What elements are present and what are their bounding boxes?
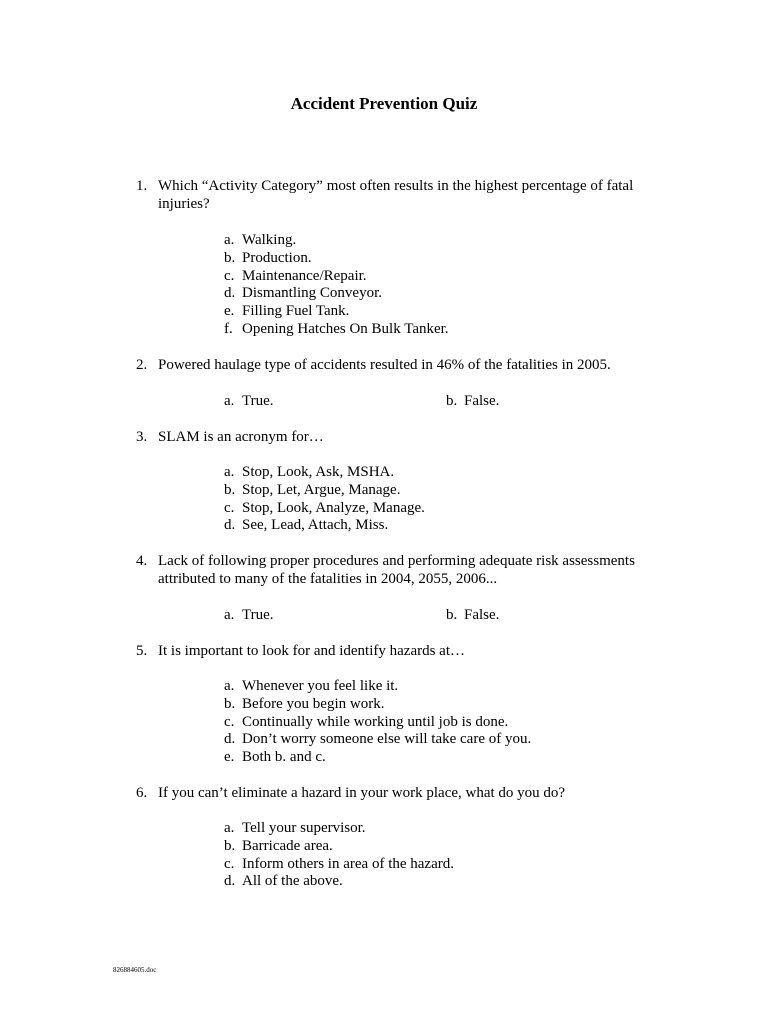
- option-letter: d.: [224, 285, 236, 302]
- question-text: Which “Activity Category” most often results in the highest percentage of fatal injuries?: [158, 178, 634, 212]
- options-list-5: [224, 677, 531, 766]
- option-item: [224, 748, 531, 766]
- question-text: Lack of following proper procedures and performing adequate risk assessments attributed to many of the fatalities in 2004, 2055, 2006...: [158, 553, 635, 587]
- option-text: True.: [242, 607, 274, 623]
- option-true: [224, 606, 274, 624]
- option-text: Whenever you feel like it.: [242, 678, 399, 694]
- option-item: [224, 302, 449, 320]
- option-item: [224, 320, 449, 338]
- question-text: Powered haulage type of accidents resulted in 46% of the fatalities in 2005.: [158, 357, 611, 373]
- option-text: False.: [464, 607, 500, 623]
- option-text: Walking.: [242, 232, 297, 248]
- option-letter: a.: [224, 607, 235, 623]
- option-text: Before you begin work.: [242, 695, 385, 712]
- question-number: 6.: [136, 785, 148, 801]
- option-letter: c.: [224, 713, 235, 730]
- option-false: [446, 606, 499, 624]
- option-text: Production.: [242, 249, 312, 266]
- question-text: It is important to look for and identify hazards at…: [158, 643, 466, 659]
- option-text: Don’t worry someone else will take care of you.: [242, 731, 532, 748]
- option-item: [224, 855, 454, 873]
- option-item: [224, 284, 449, 302]
- question-text: SLAM is an acronym for…: [158, 429, 324, 445]
- option-letter: d.: [224, 873, 236, 890]
- options-list-3: [224, 463, 425, 534]
- option-letter: d.: [224, 731, 236, 748]
- option-letter: a.: [224, 820, 235, 836]
- option-item: [224, 499, 425, 517]
- option-item: [224, 819, 454, 837]
- question-number: 2.: [136, 357, 148, 373]
- option-letter: b.: [224, 481, 236, 498]
- question-text: If you can’t eliminate a hazard in your work place, what do you do?: [158, 785, 566, 801]
- option-letter: b.: [224, 249, 236, 266]
- option-letter: c.: [224, 499, 235, 516]
- option-text: Stop, Let, Argue, Manage.: [242, 481, 401, 498]
- option-letter: e.: [224, 749, 235, 766]
- option-text: Maintenance/Repair.: [242, 267, 367, 284]
- option-text: Inform others in area of the hazard.: [242, 855, 454, 872]
- option-item: [224, 463, 425, 481]
- option-letter: b.: [224, 695, 236, 712]
- option-text: Dismantling Conveyor.: [242, 285, 382, 302]
- option-true: [224, 392, 274, 410]
- option-letter: c.: [224, 855, 235, 872]
- question-number: 5.: [136, 643, 148, 659]
- option-text: Both b. and c.: [242, 749, 326, 766]
- option-letter: d.: [224, 517, 236, 534]
- option-text: Opening Hatches On Bulk Tanker.: [242, 320, 449, 337]
- option-text: See, Lead, Attach, Miss.: [242, 517, 389, 534]
- option-letter: e.: [224, 303, 235, 320]
- option-text: False.: [464, 393, 500, 409]
- option-item: [224, 837, 454, 855]
- page-title: Accident Prevention Quiz: [290, 94, 478, 113]
- option-item: [224, 730, 531, 748]
- option-letter: a.: [224, 464, 235, 480]
- option-item: [224, 481, 425, 499]
- option-item: [224, 249, 449, 267]
- footer-filename: 826884605.doc: [113, 966, 157, 974]
- option-false: [446, 392, 499, 410]
- option-item: [224, 713, 531, 731]
- question-number: 4.: [136, 553, 148, 569]
- option-text: Tell your supervisor.: [242, 820, 366, 836]
- option-item: [224, 231, 449, 249]
- option-letter: c.: [224, 267, 235, 284]
- option-item: [224, 695, 531, 713]
- option-text: Stop, Look, Analyze, Manage.: [242, 499, 425, 516]
- option-letter: a.: [224, 678, 235, 694]
- option-letter: b.: [446, 607, 458, 623]
- option-letter: b.: [446, 393, 458, 409]
- option-letter: a.: [224, 393, 235, 409]
- option-text: Continually while working until job is done.: [242, 713, 509, 730]
- option-text: Stop, Look, Ask, MSHA.: [242, 464, 395, 480]
- option-text: True.: [242, 393, 274, 409]
- option-text: All of the above.: [242, 873, 343, 890]
- question-number: 3.: [136, 429, 148, 445]
- option-item: [224, 872, 454, 890]
- option-letter: f.: [224, 320, 233, 337]
- option-letter: a.: [224, 232, 235, 248]
- options-list-6: [224, 819, 454, 890]
- option-letter: b.: [224, 837, 236, 854]
- option-item: [224, 267, 449, 285]
- option-text: Filling Fuel Tank.: [242, 303, 350, 320]
- question-number: 1.: [136, 178, 148, 194]
- option-item: [224, 677, 531, 695]
- option-item: [224, 516, 425, 534]
- options-list-1: [224, 231, 449, 338]
- option-text: Barricade area.: [242, 837, 333, 854]
